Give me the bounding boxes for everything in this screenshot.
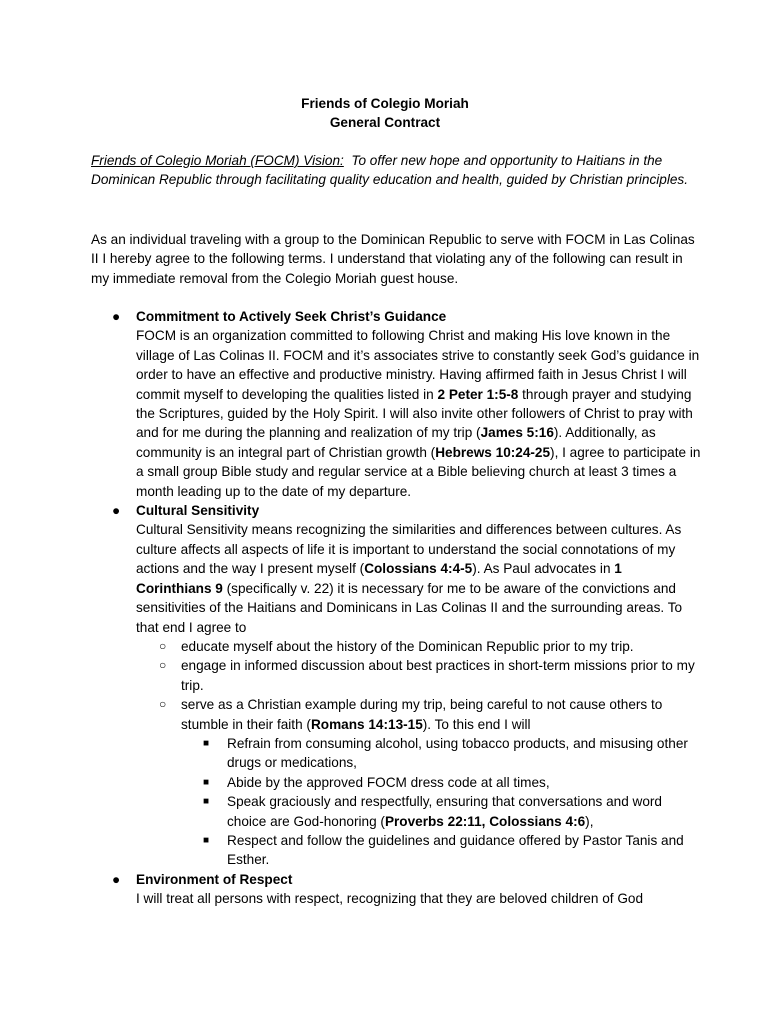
sub-sub-item: ■ Speak graciously and respectfully, ensuring that conversations and word choice are God-honoring (Proverbs 22:11, Colossians 4:6), [203,794,662,829]
sub-item: ○ educate myself about the history of the Dominican Republic prior to my trip. [136,637,701,656]
term-item-christ-guidance [91,307,701,501]
bullet-icon: ● [112,871,121,887]
scripture-ref: 2 Peter 1:5-8 [437,386,519,402]
vision-text: To offer new hope and opportunity to Haitians in the Dominican Republic through facilitating quality education and health, guided by Christian principles. [91,153,688,188]
term-heading: Commitment to Actively Seek Christ’s Guidance [136,309,447,324]
circle-bullet-icon: ○ [159,638,167,653]
circle-bullet-icon: ○ [159,697,167,712]
square-bullet-icon: ■ [203,834,210,846]
document-title: Friends of Colegio Moriah [301,96,469,111]
term-body: I will treat all persons with respect, recognizing that they are beloved children of God [136,891,644,907]
vision-statement [91,151,701,190]
document-header [0,94,770,133]
scripture-ref: Hebrews 10:24-25 [435,444,551,460]
sub-sub-item: ■ Abide by the approved FOCM dress code at all times, [181,773,701,792]
scripture-ref: 1 Corinthians 9 [136,561,622,596]
scripture-ref: James 5:16 [480,425,554,441]
bullet-icon: ● [112,503,121,519]
terms-list [91,307,701,909]
scripture-ref: Romans 14:13-15 [310,716,423,732]
scripture-ref: Proverbs 22:11, Colossians 4:6 [384,813,586,829]
circle-bullet-icon: ○ [159,658,167,673]
vision-label: Friends of Colegio Moriah (FOCM) Vision: [91,153,344,168]
sub-sub-item: ■ Respect and follow the guidelines and guidance offered by Pastor Tanis and Esther. [203,832,684,868]
sub-item: ○ serve as a Christian example during my trip, being careful to not cause others to stumble in their faith (Romans 14:13-15). To this end I will ■ Refrain from consuming alcohol, using tobacco products, and misusing other drugs or medications, ■ Abide by the approved FOCM dress code at all times, ■ Speak graciously and respectfully, ensuring that conversations and word choice are God-honoring (Proverbs 22:11, Colossians 4:6), ■ Respect and follow the guidelines and guidance offered by Pastor Tanis and Esther. [136,695,701,870]
square-bullet-icon: ■ [203,776,210,788]
term-body: FOCM is an organization committed to following Christ and making His love known in the village of Las Colinas II. FOCM and it’s associates strive to constantly seek God’s guidance in order to have an effective and productive ministry. Having affirmed faith in Jesus Christ I will commit myself to developing the qualities listed in 2 Peter 1:5-8 through prayer and studying the Scriptures, guided by the Holy Spirit. I will also invite other followers of Christ to pray with and for me during the planning and realization of my trip (James 5:16). Additionally, as community is an integral part of Christian growth (Hebrews 10:24-25), I agree to participate in a small group Bible study and regular service at a Bible believing church at least 3 times a month leading up to the date of my departure. [136,328,701,499]
term-heading: Cultural Sensitivity [136,503,260,519]
scripture-ref: Colossians 4:4-5 [364,561,473,577]
sub-item: ○ engage in informed discussion about best practices in short-term missions prior to my trip. [159,658,695,693]
sub-sub-item: ■ Refrain from consuming alcohol, using tobacco products, and misusing other drugs or medications, [203,735,688,771]
term-item-environment-of-respect [91,870,701,909]
term-item-cultural-sensitivity [91,501,701,870]
term-body: Cultural Sensitivity means recognizing the similarities and differences between cultures. As culture affects all aspects of life it is important to understand the social connotations of my actions and the way I present myself (Colossians 4:4-5). As Paul advocates in 1 Corinthians 9 (specifically v. 22) it is necessary for me to be aware of the convictions and sensitivities of the Haitians and Dominicans in Las Colinas II and the surrounding areas. To that end I agree to [136,522,683,635]
intro-paragraph: As an individual traveling with a group to the Dominican Republic to serve with FOCM in Las Colinas II I hereby agree to the following terms. I understand that violating any of the following can result in my immediate removal from the Colegio Moriah guest house. [91,232,695,286]
square-bullet-icon: ■ [203,737,210,749]
term-heading: Environment of Respect [136,871,293,887]
square-bullet-icon: ■ [203,796,210,808]
bullet-icon: ● [112,309,121,324]
document-subtitle: General Contract [329,115,441,131]
